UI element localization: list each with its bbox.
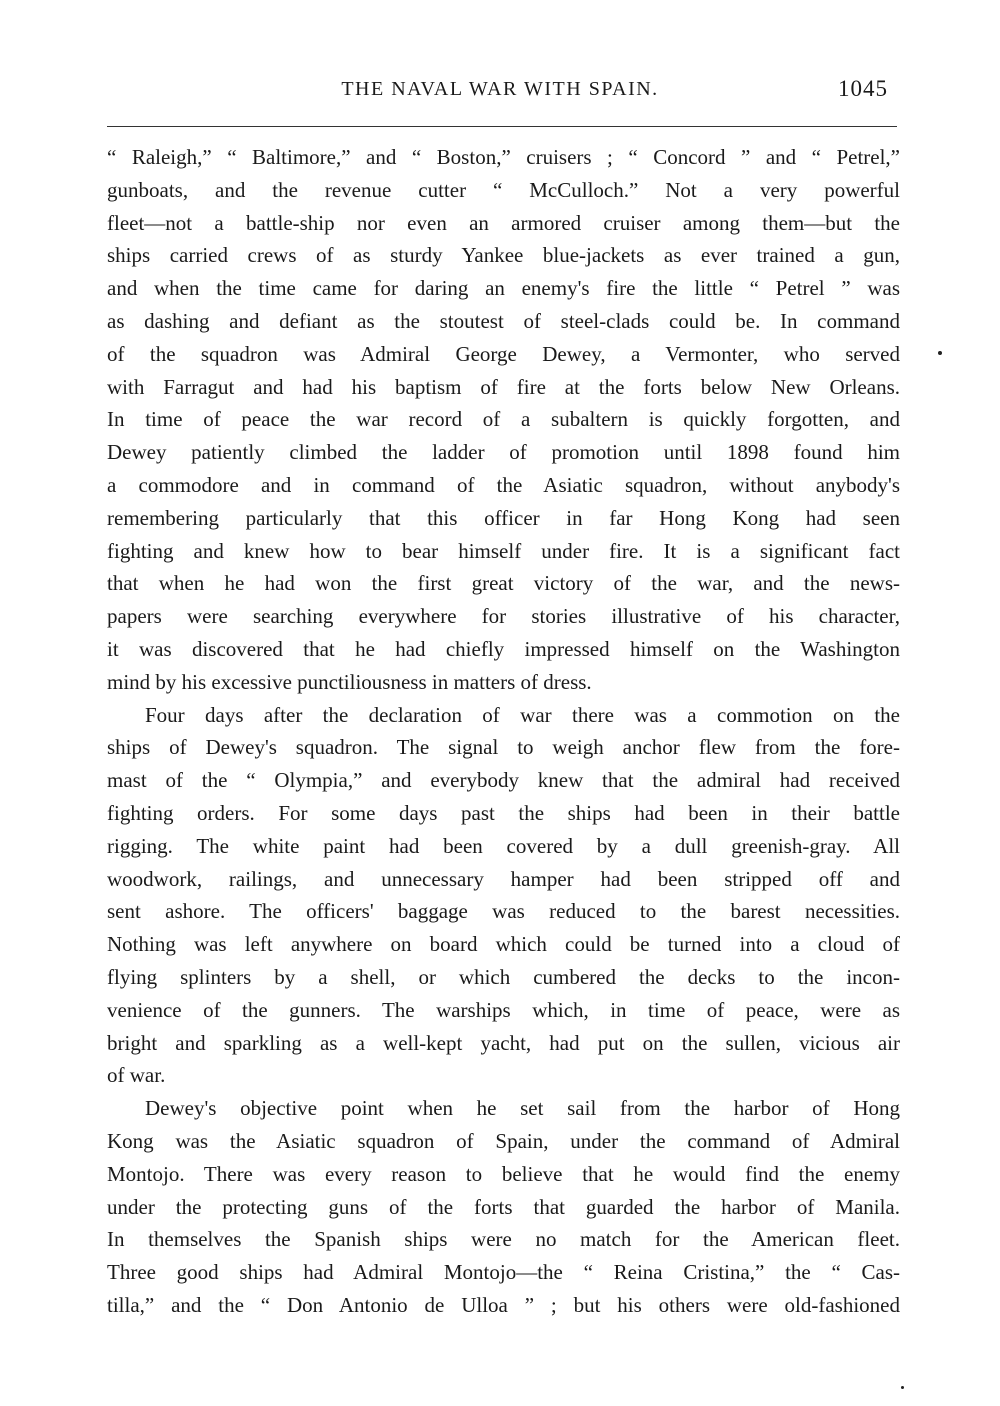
text-line: Montojo. There was every reason to believe that he would find the enemy bbox=[107, 1161, 900, 1186]
text-line: sent ashore. The officers' baggage was reduced to the barest necessities. bbox=[107, 899, 900, 924]
text-line: remembering particularly that this officer in far Hong Kong had seen bbox=[107, 505, 900, 530]
text-line: bright and sparkling as a well-kept yacht, had put on the sullen, vicious air bbox=[107, 1030, 900, 1055]
text-line: Dewey patiently climbed the ladder of promotion until 1898 found him bbox=[107, 440, 900, 465]
text-line: rigging. The white paint had been covered by a dull greenish-gray. All bbox=[107, 833, 900, 858]
text-line: as dashing and defiant as the stoutest of steel-clads could be. In command bbox=[107, 308, 900, 333]
text-line: it was discovered that he had chiefly impressed himself on the Washington bbox=[107, 636, 900, 661]
text-line: woodwork, railings, and unnecessary hamper had been stripped off and bbox=[107, 866, 900, 891]
text-line: gunboats, and the revenue cutter “ McCulloch.” Not a very powerful bbox=[107, 177, 900, 202]
text-line: fighting orders. For some days past the ships had been in their battle bbox=[107, 800, 900, 825]
text-line: In themselves the Spanish ships were no match for the American fleet. bbox=[107, 1227, 900, 1252]
print-speck bbox=[901, 1386, 904, 1389]
header-rule bbox=[107, 126, 897, 127]
text-line: of war. bbox=[107, 1063, 166, 1088]
text-line: flying splinters by a shell, or which cumbered the decks to the incon- bbox=[107, 964, 900, 989]
text-line: fighting and knew how to bear himself under fire. It is a significant fact bbox=[107, 538, 900, 563]
text-line: of the squadron was Admiral George Dewey, a Vermonter, who served bbox=[107, 341, 900, 366]
paragraph bbox=[107, 1092, 900, 1322]
running-head: THE NAVAL WAR WITH SPAIN. bbox=[341, 78, 659, 100]
paragraph bbox=[107, 699, 900, 1093]
text-line: fleet—not a battle-ship nor even an armored cruiser among them—but the bbox=[107, 210, 900, 235]
text-line: Dewey's objective point when he set sail from the harbor of Hong bbox=[145, 1096, 900, 1121]
text-line: Three good ships had Admiral Montojo—the “ Reina Cristina,” the “ Cas- bbox=[107, 1260, 900, 1285]
text-line: “ Raleigh,” “ Baltimore,” and “ Boston,” cruisers ; “ Concord ” and “ Petrel,” bbox=[107, 145, 900, 169]
text-line: tilla,” and the “ Don Antonio de Ulloa ” ; but his others were old-fashioned bbox=[107, 1292, 900, 1317]
text-line: Kong was the Asiatic squadron of Spain, under the command of Admiral bbox=[107, 1128, 900, 1153]
page-number: 1045 bbox=[838, 76, 888, 101]
text-line: ships of Dewey's squadron. The signal to weigh anchor flew from the fore- bbox=[107, 735, 900, 760]
text-line: a commodore and in command of the Asiatic squadron, without anybody's bbox=[107, 472, 900, 497]
text-line: and when the time came for daring an enemy's fire the little “ Petrel ” was bbox=[107, 276, 900, 301]
body-text bbox=[107, 141, 900, 1322]
print-speck bbox=[938, 351, 942, 355]
text-line: mind by his excessive punctiliousness in matters of dress. bbox=[107, 669, 592, 694]
text-line: under the protecting guns of the forts that guarded the harbor of Manila. bbox=[107, 1194, 900, 1219]
text-line: Nothing was left anywhere on board which could be turned into a cloud of bbox=[107, 932, 900, 957]
text-line: that when he had won the first great victory of the war, and the news- bbox=[107, 571, 900, 596]
text-line: venience of the gunners. The warships which, in time of peace, were as bbox=[107, 997, 900, 1022]
text-line: ships carried crews of as sturdy Yankee blue-jackets as ever trained a gun, bbox=[107, 243, 900, 268]
text-line: Four days after the declaration of war there was a commotion on the bbox=[145, 702, 900, 727]
text-line: papers were searching everywhere for stories illustrative of his character, bbox=[107, 604, 900, 629]
text-line: In time of peace the war record of a subaltern is quickly forgotten, and bbox=[107, 407, 900, 432]
text-line: with Farragut and had his baptism of fire at the forts below New Orleans. bbox=[107, 374, 900, 399]
paragraph bbox=[107, 141, 900, 699]
text-line: mast of the “ Olympia,” and everybody knew that the admiral had received bbox=[107, 768, 900, 793]
